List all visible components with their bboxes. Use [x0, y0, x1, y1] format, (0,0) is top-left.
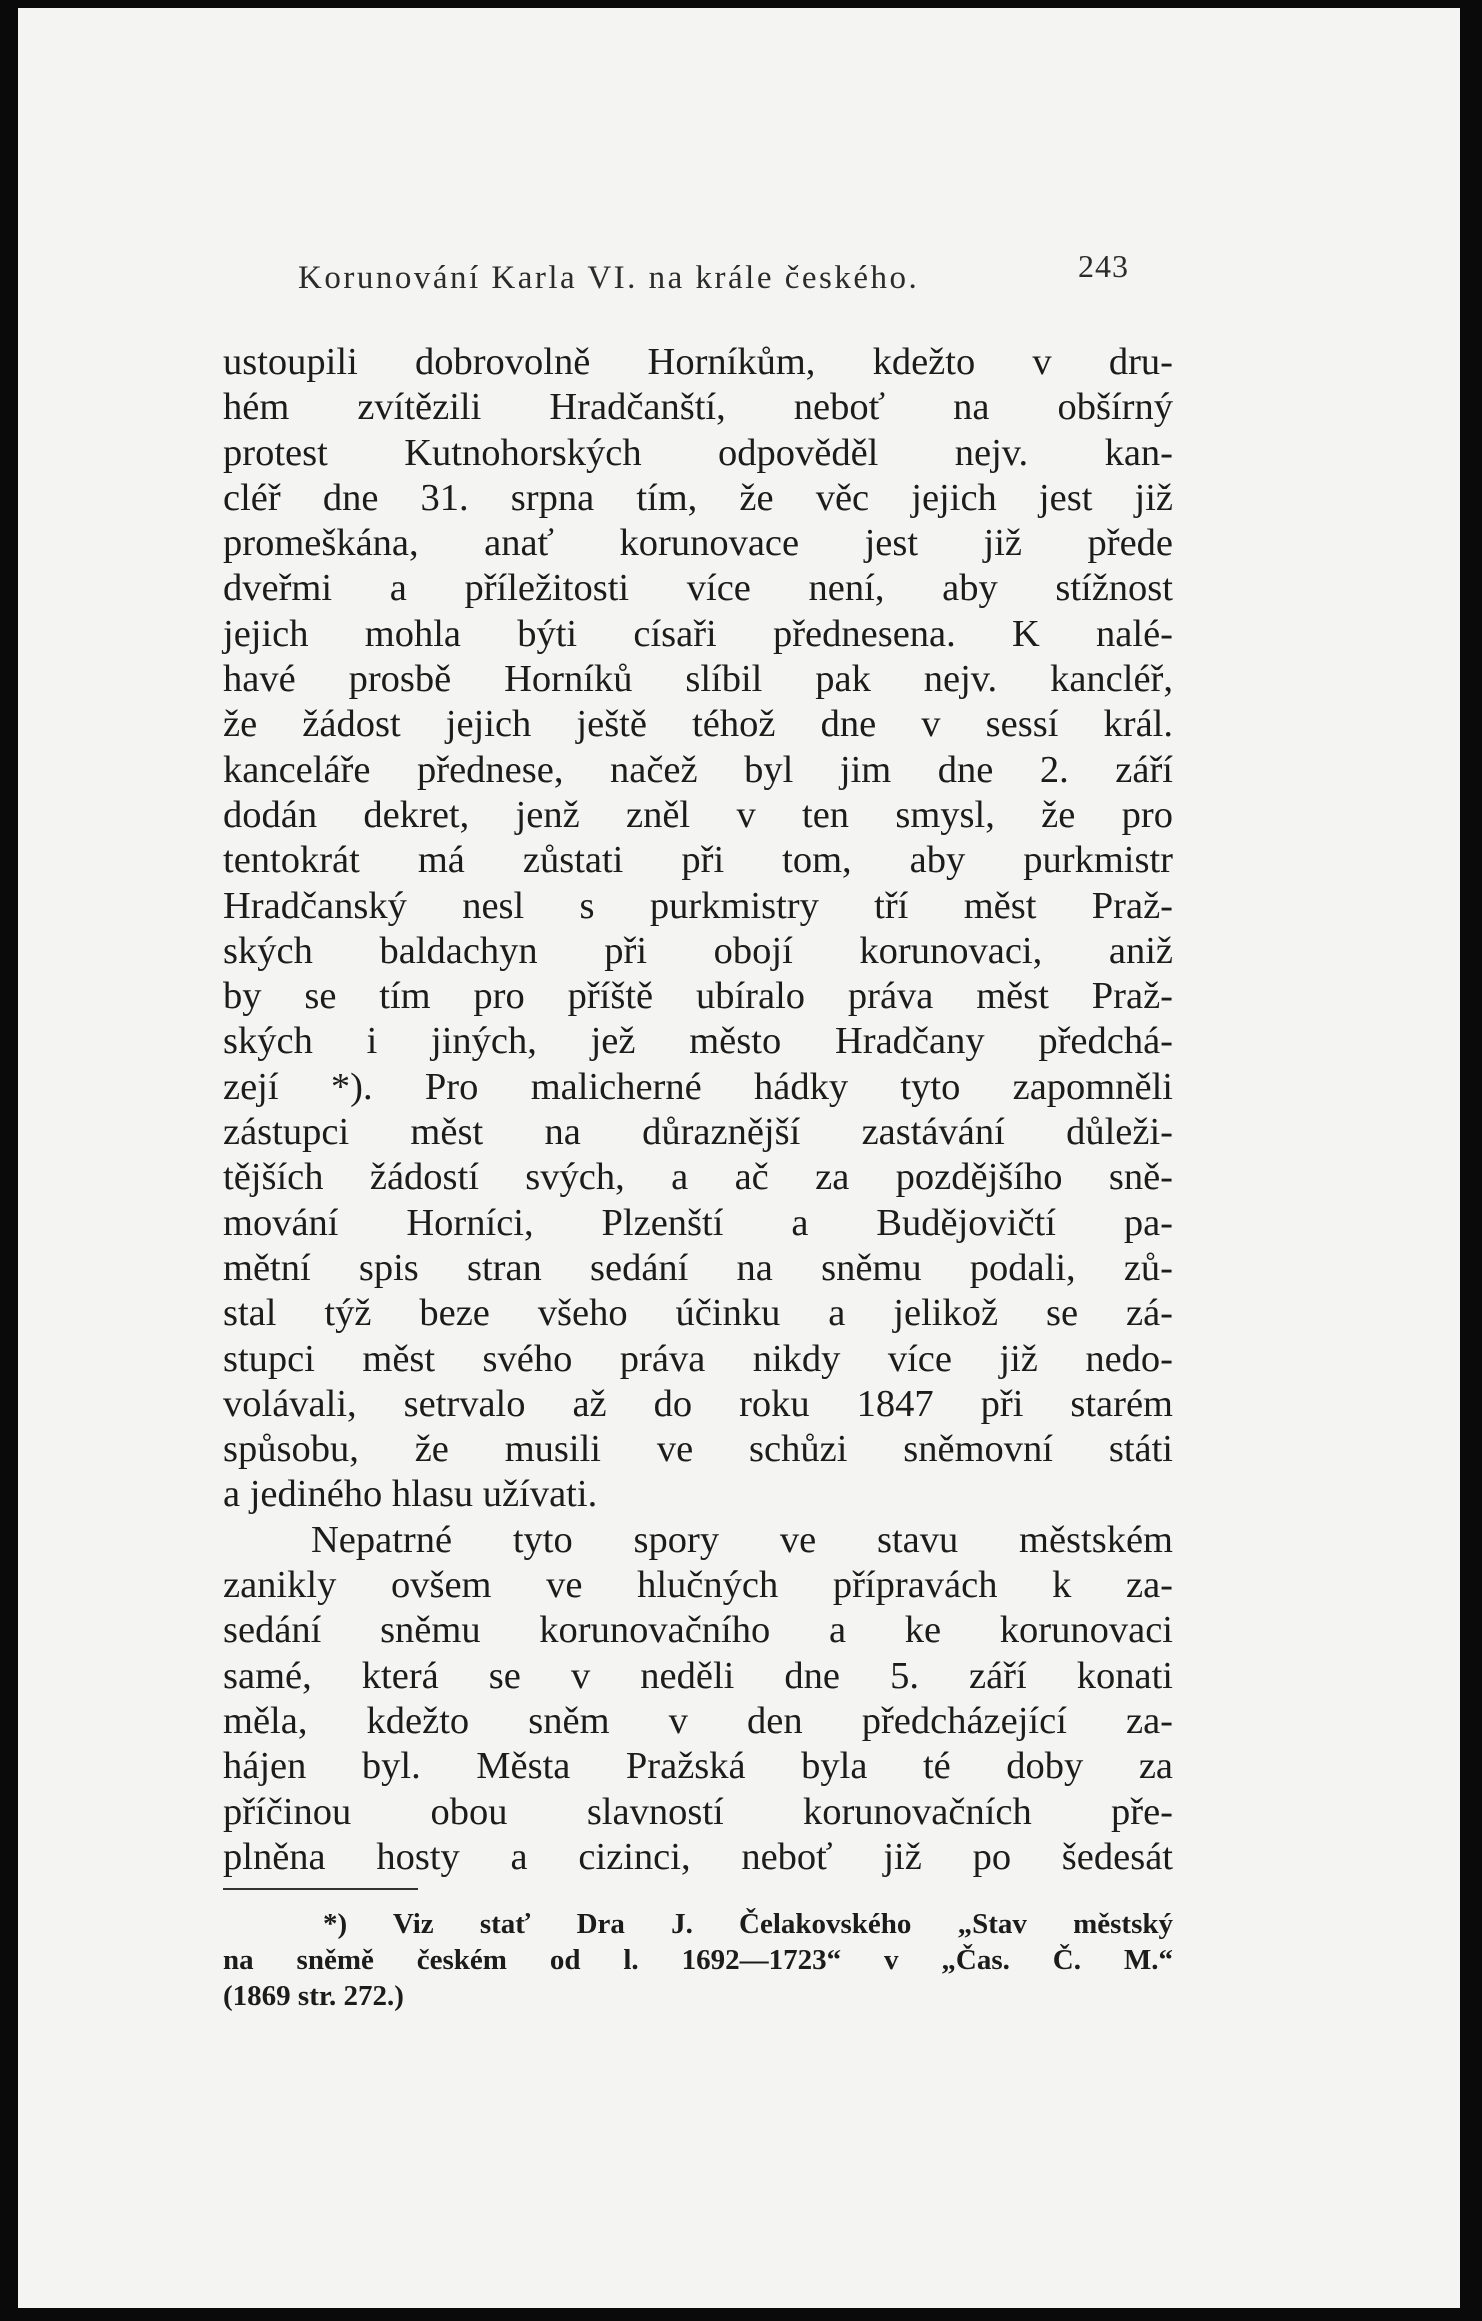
- text-line: měla, kdežto sněm v den předcházející za-: [223, 1699, 1173, 1742]
- text-line: kanceláře přednese, načež byl jim dne 2. září: [223, 748, 1173, 791]
- text-line: stupci měst svého práva nikdy více již nedo-: [223, 1337, 1173, 1380]
- footnote: [223, 1906, 1173, 2014]
- text-line: havé prosbě Horníků slíbil pak nejv. kancléř,: [223, 658, 1173, 701]
- text-line: tějších žádostí svých, a ač za pozdějšího sně-: [223, 1156, 1173, 1199]
- text-line: volávali, setrvalo až do roku 1847 při starém: [223, 1382, 1173, 1425]
- text-line: ských baldachyn při obojí korunovaci, aniž: [223, 929, 1173, 972]
- text-line: promeškána, anať korunovace jest již přede: [223, 522, 1173, 565]
- footnote-line: (1869 str. 272.): [223, 1980, 404, 2012]
- footnote-line: *) Viz stať Dra J. Čelakovského „Stav městský: [323, 1908, 1173, 1940]
- text-line: zejí *). Pro malicherné hádky tyto zapomněli: [223, 1065, 1173, 1108]
- footnote-line: na sněmě českém od l. 1692—1723“ v „Čas. Č. M.“: [223, 1944, 1173, 1976]
- text-line: plněna hosty a cizinci, neboť již po šedesát: [223, 1835, 1173, 1878]
- text-line: zanikly ovšem ve hlučných přípravách k za-: [223, 1564, 1173, 1607]
- text-line: hém zvítězili Hradčanští, neboť na obšírný: [223, 386, 1173, 429]
- text-line: že žádost jejich ještě téhož dne v sessí král.: [223, 703, 1173, 746]
- running-header: Korunování Karla VI. na krále českého.: [298, 260, 920, 296]
- text-line: protest Kutnohorských odpověděl nejv. kan-: [223, 431, 1173, 474]
- main-text: [223, 340, 1173, 1880]
- text-line: dveřmi a příležitosti více není, aby stížnost: [223, 567, 1173, 610]
- footnote-divider: [223, 1888, 418, 1890]
- text-line: příčinou obou slavností korunovačních pře-: [223, 1790, 1173, 1833]
- text-line: dodán dekret, jenž zněl v ten smysl, že pro: [223, 793, 1173, 836]
- text-line: mětní spis stran sedání na sněmu podali, zů-: [223, 1246, 1173, 1289]
- text-line: hájen byl. Města Pražská byla té doby za: [223, 1745, 1173, 1788]
- text-line: zástupci měst na důraznější zastávání důleži-: [223, 1111, 1173, 1154]
- text-line: ustoupili dobrovolně Horníkům, kdežto v dru-: [223, 341, 1173, 383]
- text-line: stal týž beze všeho účinku a jelikož se zá-: [223, 1292, 1173, 1335]
- text-line: Hradčanský nesl s purkmistry tří měst Praž-: [223, 884, 1173, 927]
- text-line: cléř dne 31. srpna tím, že věc jejich jest již: [223, 476, 1173, 519]
- text-line: jejich mohla býti císaři přednesena. K nalé-: [223, 612, 1173, 655]
- text-line: sedání sněmu korunovačního a ke korunovaci: [223, 1609, 1173, 1652]
- text-line: Nepatrné tyto spory ve stavu městském: [311, 1518, 1173, 1561]
- text-line: tentokrát má zůstati při tom, aby purkmistr: [223, 839, 1173, 882]
- text-line: a jediného hlasu užívati.: [223, 1473, 598, 1516]
- text-line: mování Horníci, Plzenští a Budějovičtí pa-: [223, 1201, 1173, 1244]
- page-number: 243: [1078, 248, 1129, 284]
- text-line: by se tím pro příště ubíralo práva měst Praž-: [223, 975, 1173, 1018]
- book-page: [18, 8, 1460, 2308]
- text-line: ských i jiných, jež město Hradčany předchá-: [223, 1020, 1173, 1063]
- text-line: samé, která se v neděli dne 5. září konati: [223, 1654, 1173, 1697]
- text-line: spůsobu, že musili ve schůzi sněmovní státi: [223, 1428, 1173, 1471]
